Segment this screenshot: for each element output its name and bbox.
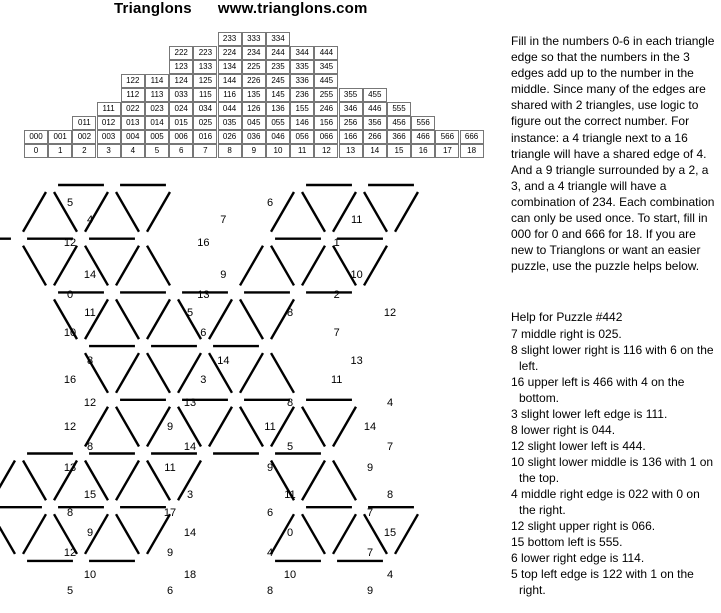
combo-cell: 335 [290,60,314,74]
cell-number: 10 [63,326,77,339]
combo-cell: 112 [121,88,145,102]
combo-cell: 145 [266,88,290,102]
cell-number: 5 [186,306,194,319]
combo-cell: 446 [363,102,387,116]
triangle-edge [209,299,232,339]
sum-cell: 8 [218,144,242,158]
combo-cell: 233 [218,32,242,46]
combo-cell: 455 [363,88,387,102]
combo-cell: 045 [242,116,266,130]
triangle-edge [116,246,139,286]
cell-number: 6 [266,506,274,519]
cell-number: 12 [63,420,77,433]
cell-number: 12 [63,236,77,249]
triangle-edge [333,407,356,447]
combo-cell: 005 [145,130,169,144]
help-title: Help for Puzzle #442 [511,310,623,324]
combo-cell: 016 [193,130,217,144]
sum-cell: 17 [435,144,459,158]
triangle-edge [147,192,170,232]
cell-number: 18 [183,568,197,581]
combo-cell: 124 [169,74,193,88]
cell-number: 16 [197,236,210,249]
combo-cell: 115 [193,88,217,102]
sum-cell: 6 [169,144,193,158]
combo-cell: 012 [97,116,121,130]
combo-cell: 033 [169,88,193,102]
cell-number: 9 [166,420,174,433]
triangle-edge [302,514,325,554]
combo-cell: 114 [145,74,169,88]
cell-number: 8 [86,440,94,453]
sum-cell: 13 [339,144,363,158]
combo-cell: 014 [145,116,169,130]
cell-number: 7 [333,326,340,339]
triangle-edge [302,407,325,447]
combo-cell: 334 [266,32,290,46]
hint-item: 10 slight lower middle is 136 with 1 on the top. [511,455,714,485]
hint-item: 8 lower right is 044. [511,423,616,437]
triangle-edge [85,299,108,339]
cell-number: 6 [166,584,174,597]
combo-cell: 344 [290,46,314,60]
combo-cell: 002 [72,130,96,144]
combo-cell: 126 [242,102,266,116]
triangle-edge [147,353,170,393]
triangle-edge [116,353,139,393]
combo-cell: 000 [24,130,48,144]
cell-number: 0 [286,526,294,539]
sum-cell: 7 [193,144,217,158]
combo-cell: 123 [169,60,193,74]
cell-number: 5 [66,584,74,597]
triangle-edge [23,514,46,554]
combo-cell: 001 [48,130,72,144]
cell-number: 10 [350,268,363,281]
combo-cell: 466 [411,130,435,144]
triangle-edge [54,192,77,232]
triangle-edge [178,353,201,393]
combo-cell: 003 [97,130,121,144]
combo-cell: 026 [218,130,242,144]
combo-cell: 235 [266,60,290,74]
combo-cell: 445 [314,74,338,88]
cell-number: 1 [333,236,340,249]
game-title: Trianglons [114,0,192,17]
cell-number: 8 [286,396,294,409]
cell-number: 13 [183,396,197,409]
triangle-edge [271,246,294,286]
triangle-edge [240,246,263,286]
combo-cell: 246 [314,102,338,116]
cell-number: 8 [266,584,274,597]
combo-cell: 566 [435,130,459,144]
combo-cell: 224 [218,46,242,60]
triangle-edge [240,299,263,339]
combo-cell: 666 [460,130,484,144]
hint-item: 3 slight lower left edge is 111. [511,407,668,421]
triangle-edge [240,353,263,393]
combo-cell: 135 [242,88,266,102]
sum-cell: 3 [97,144,121,158]
cell-number: 9 [266,461,274,474]
hint-item: 12 slight upper right is 066. [511,519,656,533]
cell-number: 14 [183,526,197,539]
triangle-edge [116,407,139,447]
combo-cell: 006 [169,130,193,144]
combo-cell: 024 [169,102,193,116]
combo-cell: 046 [266,130,290,144]
cell-number: 0 [66,288,74,301]
combo-cell: 146 [290,116,314,130]
combo-cell: 013 [121,116,145,130]
triangle-edge [147,246,170,286]
cell-number: 16 [63,373,77,386]
combo-cell: 336 [290,74,314,88]
cell-number: 4 [386,396,394,409]
combo-cell: 015 [169,116,193,130]
cell-number: 7 [366,546,374,559]
sum-cell: 11 [290,144,314,158]
combo-cell: 366 [387,130,411,144]
combo-cell: 004 [121,130,145,144]
combo-cell: 266 [363,130,387,144]
cell-number: 13 [63,461,77,474]
combo-cell: 355 [339,88,363,102]
cell-number: 6 [266,196,274,209]
hint-item: 15 bottom left is 555. [511,535,623,549]
cell-number: 3 [186,488,194,501]
cell-number: 13 [197,288,210,301]
triangle-edge [364,246,387,286]
combo-cell: 136 [266,102,290,116]
cell-number: 11 [350,213,363,226]
cell-number: 14 [183,440,197,453]
cell-number: 7 [386,440,394,453]
triangle-edge [116,460,139,500]
triangle-edge [0,460,15,500]
combo-cell: 444 [314,46,338,60]
cell-number: 9 [220,268,227,281]
combo-cell: 111 [97,102,121,116]
combo-cell: 345 [314,60,338,74]
combo-cell: 244 [266,46,290,60]
cell-number: 11 [284,488,296,501]
hint-item: 8 slight lower right is 116 with 6 on the left. [511,343,714,373]
sum-cell: 1 [48,144,72,158]
cell-number: 8 [66,506,74,519]
triangle-edge [116,192,139,232]
cell-number: 15 [83,488,97,501]
triangle-edge [271,353,294,393]
cell-number: 8 [286,306,294,319]
combo-cell: 456 [387,116,411,130]
combo-cell: 011 [72,116,96,130]
triangle-edge [178,299,201,339]
combo-cell: 245 [266,74,290,88]
combo-cell: 346 [339,102,363,116]
combo-cell: 256 [339,116,363,130]
combo-cell: 023 [145,102,169,116]
cell-number: 11 [330,373,343,386]
cell-number: 4 [266,546,274,559]
combo-cell: 034 [193,102,217,116]
combo-cell: 222 [169,46,193,60]
triangle-edge [23,246,46,286]
instructions-text: Fill in the numbers 0-6 in each triangle edge so that the numbers in the 3 edges add up to the number in the middle. Since many of the edges are shared with 2 triangles, use logic to figure out the correct number. For instance: a 4 triangle next to a 16 triangle will have a shared edge of 4. And a 9 triangle surrounded by a 2, a 3, and a 4 triangle will have a combination of 234. Each combination can only be used once. To start, fill in 000 for 0 and 666 for 18. If you are new to Trianglons or want an easier puzzle, use the puzzle helps below. [511,34,715,274]
sum-cell: 18 [460,144,484,158]
cell-number: 11 [264,420,276,433]
combo-cell: 255 [314,88,338,102]
triangle-edge [364,192,387,232]
sum-cell: 2 [72,144,96,158]
combo-cell: 056 [290,130,314,144]
cell-number: 7 [366,506,374,519]
cell-number: 9 [166,546,174,559]
combo-cell: 166 [339,130,363,144]
cell-number: 12 [383,306,397,319]
triangle-edge [54,246,77,286]
combo-cell: 226 [242,74,266,88]
sum-cell: 16 [411,144,435,158]
triangle-edge [0,514,15,554]
cell-number: 3 [200,373,207,386]
cell-number: 2 [333,288,340,301]
cell-number: 13 [350,354,363,367]
combo-cell: 035 [218,116,242,130]
combo-cell: 356 [363,116,387,130]
site-url: www.trianglons.com [217,0,368,17]
cell-number: 12 [63,546,77,559]
cell-number: 10 [83,568,97,581]
cell-number: 8 [386,488,394,501]
combo-cell: 223 [193,46,217,60]
cell-number: 14 [217,354,230,367]
combo-cell: 134 [218,60,242,74]
cell-number: 6 [200,326,207,339]
puzzle-board [0,175,500,613]
triangle-edge [147,299,170,339]
hint-item: 5 top left edge is 122 with 1 on the right. [511,567,694,597]
cell-number: 4 [86,213,94,226]
sum-cell: 15 [387,144,411,158]
triangle-edge [116,514,139,554]
sum-cell: 5 [145,144,169,158]
cell-number: 5 [286,440,294,453]
triangle-edge [333,514,356,554]
cell-number: 8 [86,354,94,367]
combo-cell: 234 [242,46,266,60]
page-title [114,0,368,17]
combo-cell: 066 [314,130,338,144]
cell-number: 5 [66,196,74,209]
hint-item: 6 lower right edge is 114. [511,551,645,565]
sum-cell: 4 [121,144,145,158]
triangle-edge [271,192,294,232]
cell-number: 9 [366,584,374,597]
combo-cell: 555 [387,102,411,116]
cell-number: 9 [366,461,374,474]
combo-cell: 225 [242,60,266,74]
combo-cell: 025 [193,116,217,130]
combo-cell: 116 [218,88,242,102]
sum-cell: 10 [266,144,290,158]
cell-number: 9 [86,526,94,539]
triangle-edge [302,246,325,286]
combo-cell: 022 [121,102,145,116]
triangle-edge [23,192,46,232]
triangle-edge [240,407,263,447]
triangle-edge [302,192,325,232]
cell-number: 17 [163,506,177,519]
cell-number: 15 [383,526,397,539]
sum-cell: 12 [314,144,338,158]
combo-cell: 125 [193,74,217,88]
triangle-edge [116,299,139,339]
hint-item: 7 middle right is 025. [511,327,622,341]
triangle-edge [271,299,294,339]
hint-list [511,326,719,598]
combo-cell: 122 [121,74,145,88]
triangle-edge [209,407,232,447]
triangle-edge [23,460,46,500]
cell-number: 11 [164,461,176,474]
sum-cell: 0 [24,144,48,158]
combo-cell: 055 [266,116,290,130]
sum-cell: 14 [363,144,387,158]
cell-number: 14 [363,420,377,433]
hint-item: 12 slight lower left is 444. [511,439,646,453]
combo-cell: 133 [193,60,217,74]
hint-item: 4 middle right edge is 022 with 0 on the right. [511,487,700,517]
triangle-edge [395,514,418,554]
triangle-edge [333,460,356,500]
combo-cell: 236 [290,88,314,102]
sum-cell: 9 [242,144,266,158]
cell-number: 4 [386,568,394,581]
combo-cell: 044 [218,102,242,116]
triangle-edge [395,192,418,232]
combo-cell: 144 [218,74,242,88]
cell-number: 10 [283,568,297,581]
cell-number: 14 [83,268,97,281]
combo-cell: 156 [314,116,338,130]
hint-item: 16 upper left is 466 with 4 on the bottom. [511,375,685,405]
cell-number: 11 [84,306,96,319]
combo-cell: 113 [145,88,169,102]
combo-cell: 556 [411,116,435,130]
combo-cell: 333 [242,32,266,46]
cell-number: 7 [220,213,227,226]
combo-cell: 155 [290,102,314,116]
combo-cell: 036 [242,130,266,144]
cell-number: 12 [83,396,97,409]
triangle-edge [302,460,325,500]
